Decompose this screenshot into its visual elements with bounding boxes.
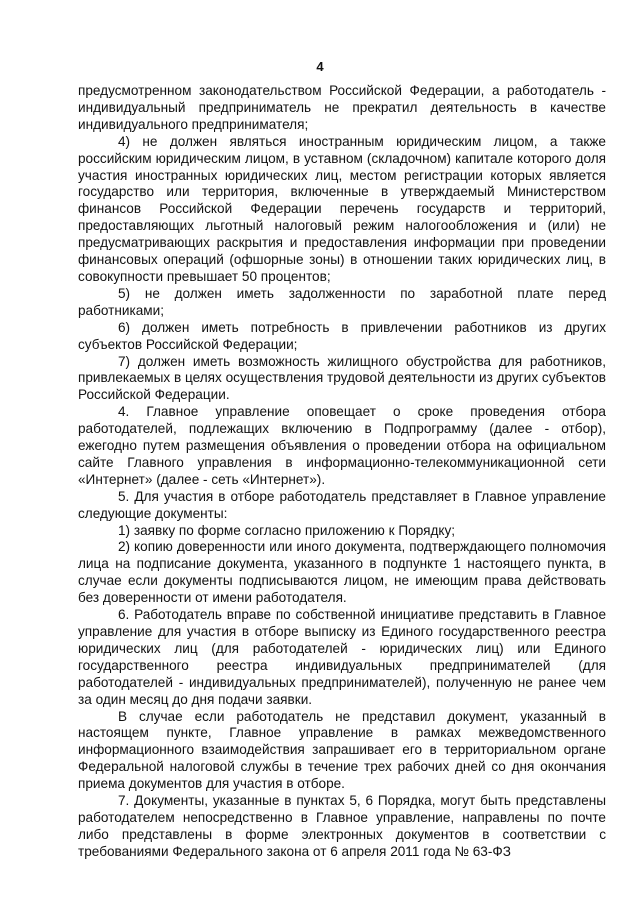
paragraph: 7) должен иметь возможность жилищного обустройства для работников, привлекаемых в целях осуществления трудовой деятельности из других субъектов Российской Федерации. [78,353,606,403]
paragraph: 4. Главное управление оповещает о сроке проведения отбора работодателей, подлежащих включению в Подпрограмму (далее - отбор), ежегодно путем размещения объявления о проведении отбора на официальном сайте Главного управления в информационно-телекоммуникационной сети «Интернет» (далее - сеть «Интернет»). [78,404,606,487]
paragraph: 1) заявку по форме согласно приложению к Порядку; [118,522,456,538]
paragraph: 7. Документы, указанные в пунктах 5, 6 Порядка, могут быть представлены работодателем непосредственно в Главное управление, направлены по почте либо представлены в форме электронных документов в соответствии с требованиями Федерального закона от 6 апреля 2011 года № 63-ФЗ [78,793,606,859]
paragraph: 5) не должен иметь задолженности по заработной плате перед работниками; [78,285,606,318]
paragraph: 6. Работодатель вправе по собственной инициативе представить в Главное управление для участия в отборе выписку из Единого государственного реестра юридических лиц (для работодателей - юридических лиц) или Единого государственного реестра индивидуальных предпринимателей (для работодателей - индивидуальных предпринимателей), полученную не ранее чем за один месяц до дня подачи заявки. [78,607,606,707]
paragraph: 2) копию доверенности или иного документа, подтверждающего полномочия лица на подписание документа, указанного в подпункте 1 настоящего пункта, в случае если документы подписываются лицом, не имеющим права действовать без доверенности от имени работодателя. [78,539,606,606]
paragraph: 5. Для участия в отборе работодатель представляет в Главное управление следующие документы: [78,488,606,521]
document-body [78,83,606,861]
paragraph: предусмотренном законодательством Российской Федерации, а работодатель - индивидуальный предприниматель не прекратил деятельность в качестве индивидуального предпринимателя; [78,83,606,132]
paragraph: 6) должен иметь потребность в привлечении работников из других субъектов Российской Федерации; [78,319,606,352]
paragraph: 4) не должен являться иностранным юридическим лицом, а также российским юридическим лицом, в уставном (складочном) капитале которого доля участия иностранных юридических лиц, местом регистрации которых является государство или территория, включенные в утверждаемый Министерством финансов Российской Федерации перечень государств и территорий, предоставляющих льготный налоговый режим налогообложения и (или) не предусматривающих раскрытия и предоставления информации при проведении финансовых операций (офшорные зоны) в отношении таких юридических лиц, в совокупности превышает 50 процентов; [78,133,606,284]
paragraph: В случае если работодатель не представил документ, указанный в настоящем пункте, Главное управление в рамках межведомственного информационного взаимодействия запрашивает его в территориальном органе Федеральной налоговой службы в течение трех рабочих дней со дня окончания приема документов для участия в отборе. [78,708,606,792]
page-number: 4 [316,59,324,74]
